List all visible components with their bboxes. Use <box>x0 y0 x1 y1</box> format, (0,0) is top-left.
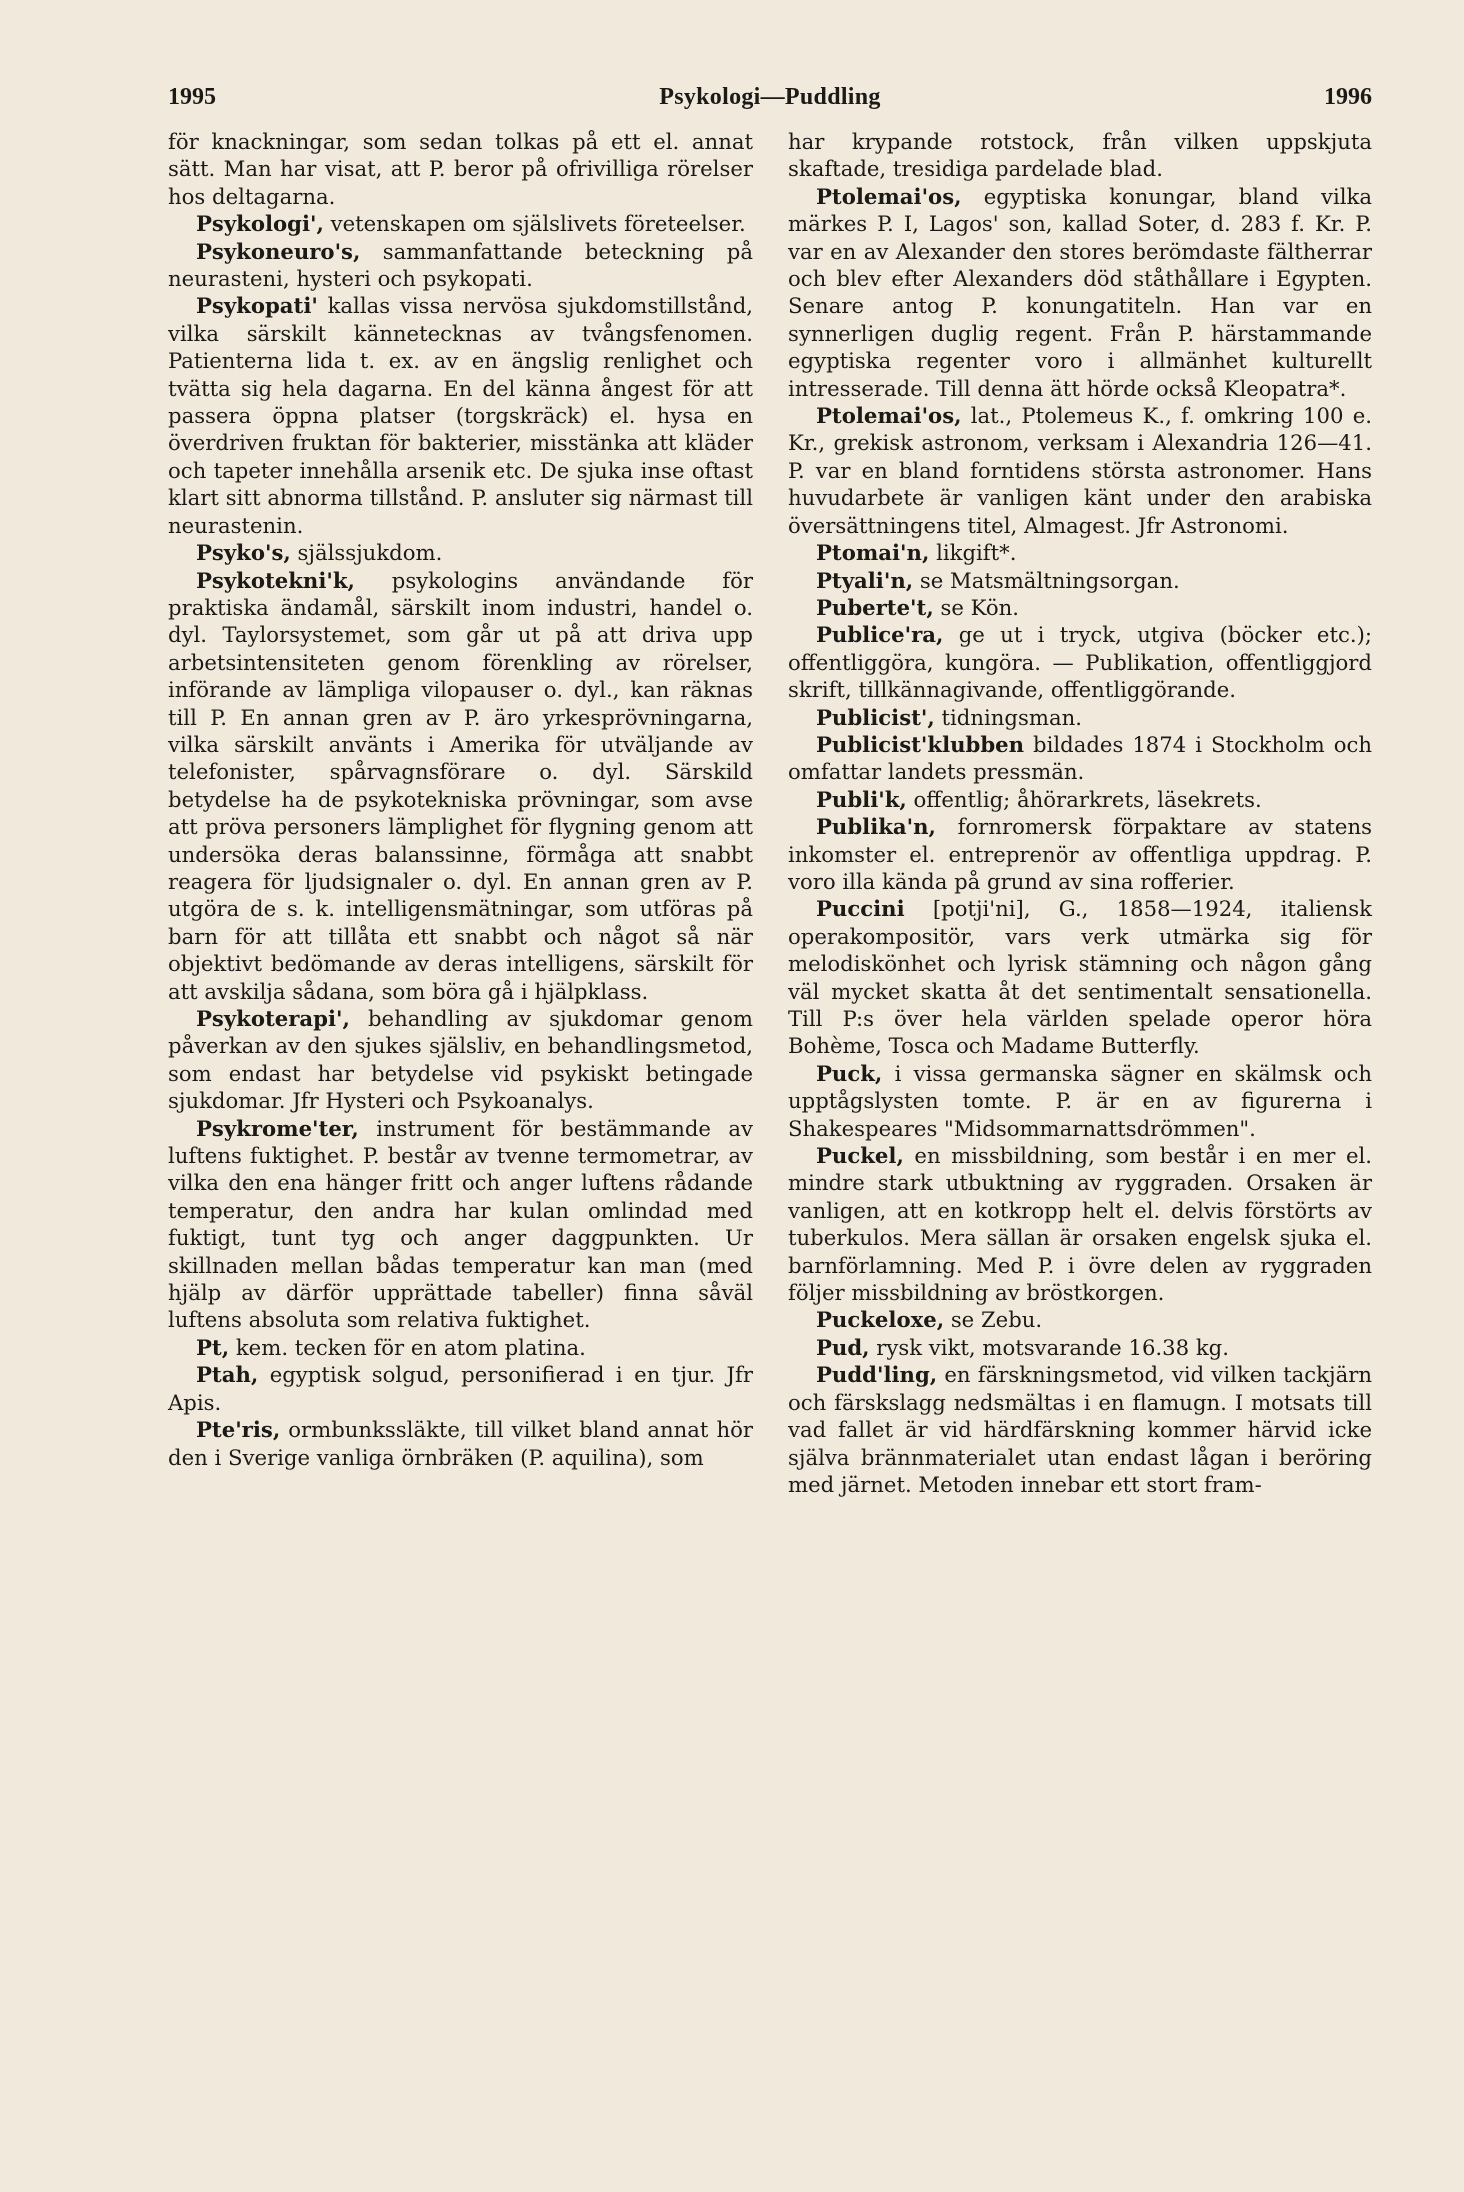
entry-puckeloxe <box>788 1306 1372 1333</box>
headword: Puck, <box>816 1060 883 1086</box>
entry-text: [potji'ni], G., 1858—1924, italiensk operakompositör, vars verk utmärka sig för melodiskönhet och lyrisk stämning och någon gång väl mycket skatta åt det sentimentalt sensationella. Till P:s över hela världen spelade operor höra Bohème, Tosca och Madame Butterfly. <box>788 896 1372 1059</box>
headword: Ptomai'n, <box>816 540 930 566</box>
entry-pt <box>168 1334 753 1361</box>
entry-text: sammanfattande beteckning på neurasteni, hysteri och psykopati. <box>168 238 753 292</box>
entry-publicist <box>788 704 1372 731</box>
entry-text: offentlig; åhörarkrets, läsekrets. <box>906 786 1262 812</box>
headword: Ptyali'n, <box>816 567 914 593</box>
entry-continuation <box>788 128 1372 183</box>
entry-publik <box>788 786 1372 813</box>
entry-publicera <box>788 621 1372 703</box>
left-column <box>168 128 753 1471</box>
headword: Publika'n, <box>816 814 936 840</box>
entry-text: en färskningsmetod, vid vilken tackjärn och färskslagg nedsmältas i en flamugn. I motsats till vad fallet är vid härdfärskning kommer härvid icke själva brännmaterialet utan endast lågan i beröring med järnet. Metoden innebar ett stort fram- <box>788 1362 1372 1497</box>
headword: Ptah, <box>196 1362 259 1388</box>
entry-ptah <box>168 1361 753 1416</box>
entry-puddling <box>788 1361 1372 1498</box>
entry-puckel <box>788 1142 1372 1306</box>
entry-text: instrument för bestämmande av luftens fuktighet. P. består av tvenne termometrar, av vilka den ena hänger fritt och anger luftens rådande temperatur, den andra har kulan omlindad med fuktigt, tunt tyg och anger daggpunkten. Ur skillnaden mellan bådas temperatur kan man (med hjälp av därför upprättade tabeller) finna såväl luftens absoluta som relativa fuktighet. <box>168 1115 753 1333</box>
page-number-right: 1996 <box>1324 84 1372 110</box>
page-header <box>168 84 1372 118</box>
entry-psykos <box>168 539 753 566</box>
entry-ptomain <box>788 539 1372 566</box>
headword: Ptolemai'os, <box>816 183 962 209</box>
entry-text: bildades 1874 i Stockholm och omfattar landets pressmän. <box>788 731 1372 785</box>
entry-publikan <box>788 813 1372 895</box>
entry-ptyalin <box>788 567 1372 594</box>
entry-text: tidningsman. <box>934 704 1082 730</box>
entry-text: vetenskapen om själslivets företeelser. <box>323 211 746 237</box>
entry-psykoneuros <box>168 238 753 293</box>
headword: Psykotekni'k, <box>196 567 355 593</box>
entry-text: se Zebu. <box>944 1307 1043 1333</box>
headword: Puberte't, <box>816 594 934 620</box>
headword: Puccini <box>816 896 905 922</box>
entry-pud <box>788 1334 1372 1361</box>
entry-ptolemaios-astronomer <box>788 402 1372 539</box>
headword: Pudd'ling, <box>816 1362 938 1388</box>
entry-text: i vissa germanska sägner en skälmsk och upptågslysten tomte. P. är en av figurerna i Shakespeares "Midsommarnattsdrömmen". <box>788 1060 1372 1141</box>
entry-text: själssjukdom. <box>290 540 443 566</box>
headword: Psykoterapi', <box>196 1006 350 1031</box>
entry-psykrometer <box>168 1115 753 1334</box>
entry-text: för knackningar, som sedan tolkas på ett el. annat sätt. Man har visat, att P. beror på ofrivilliga rörelser hos deltagarna. <box>168 129 753 209</box>
headword: Psykopati' <box>196 293 318 319</box>
headword: Ptolemai'os, <box>816 403 962 429</box>
running-title: Psykologi—Puddling <box>659 84 881 110</box>
headword: Pud, <box>816 1334 870 1360</box>
entry-text: ormbunkssläkte, till vilket bland annat hör den i Sverige vanliga örnbräken (P. aquilina), som <box>168 1417 753 1470</box>
right-column <box>788 128 1372 1498</box>
headword: Publi'k, <box>816 786 907 812</box>
entry-text: egyptiska konungar, bland vilka märkes P. I, Lagos' son, kallad Soter, d. 283 f. Kr. P. var en av Alexander den stores berömdaste fältherrar och blev efter Alexanders död ståthållare i Egypten. Senare antog P. konungatiteln. Han var en synnerligen duglig regent. Från P. härstammande egyptiska regenter voro i allmänhet kulturellt intresserade. Till denna ätt hörde också Kleopatra*. <box>788 183 1372 401</box>
entry-text: behandling av sjukdomar genom påverkan av den sjukes själsliv, en behandlingsmetod, som endast har betydelse vid psykiskt betingade sjukdomar. Jfr Hysteri och Psykoanalys. <box>168 1006 753 1114</box>
entry-text: psykologins användande för praktiska ändamål, särskilt inom industri, handel o. dyl. Taylorsystemet, som går ut på att driva upp arbetsintensiteten genom förenkling av rörelser, införande av lämpliga vilopauser o. dyl., kan räknas till P. En annan gren av P. äro yrkesprövningarna, vilka särskilt använts i Amerika för utväljande av telefonister, spårvagnsförare o. dyl. Särskild betydelse ha de psykotekniska prövningar, som avse att pröva personers lämplighet för flygning genom att undersöka deras balanssinne, förmåga att snabbt reagera för ljudsignaler o. dyl. En annan gren av P. utgöra de s. k. intelligensmätningar, som utföras på barn för att tillåta ett snabbt och något så när objektivt bedömande av deras intelligens, särskilt för att avskilja sådana, som böra gå i hjälpklass. <box>168 567 753 1004</box>
entry-psykoteknik <box>168 567 753 1006</box>
headword: Psykrome'ter, <box>196 1115 359 1141</box>
entry-ptolemaios-kings <box>788 183 1372 402</box>
headword: Pte'ris, <box>196 1417 281 1443</box>
entry-text: egyptisk solgud, personifierad i en tjur. Jfr Apis. <box>168 1362 753 1415</box>
headword: Puckeloxe, <box>816 1307 945 1333</box>
headword: Psykologi', <box>196 211 324 237</box>
headword: Psyko's, <box>196 540 291 566</box>
entry-text: har krypande rotstock, från vilken uppskjuta skaftade, tresidiga pardelade blad. <box>788 129 1372 182</box>
entry-publicistklubben <box>788 731 1372 786</box>
page-number-left: 1995 <box>168 84 216 110</box>
entry-pteris <box>168 1416 753 1471</box>
entry-puck <box>788 1060 1372 1142</box>
headword: Publicist'klubben <box>816 731 1025 757</box>
entry-text: se Matsmältningsorgan. <box>913 567 1180 593</box>
entry-psykoterapi <box>168 1005 753 1115</box>
entry-text: likgift*. <box>929 540 1017 566</box>
entry-continuation <box>168 128 753 210</box>
headword: Publice'ra, <box>816 622 944 648</box>
entry-text: lat., Ptolemeus K., f. omkring 100 e. Kr., grekisk astronom, verksam i Alexandria 126—41. P. var en bland forntidens största astronomer. Hans huvudarbete är vanligen känt under den arabiska översättningens titel, Almagest. Jfr Astronomi. <box>788 403 1372 538</box>
headword: Psykoneuro's, <box>196 238 361 264</box>
entry-psykopati <box>168 292 753 539</box>
headword: Pt, <box>196 1334 230 1360</box>
entry-puccini <box>788 895 1372 1059</box>
entry-psykologi <box>168 210 753 237</box>
entry-pubertet <box>788 594 1372 621</box>
entry-text: fornromersk förpaktare av statens inkomster el. entreprenör av offentliga uppdrag. P. voro illa kända på grund av sina rofferier. <box>788 814 1372 894</box>
entry-text: en missbildning, som består i en mer el. mindre stark utbuktning av ryggraden. Orsaken är vanligen, att en kotkropp helt el. delvis förstörts av tuberkulos. Mera sällan är orsaken engelsk sjuka el. barnförlamning. Med P. i övre delen av ryggraden följer missbildning av bröstkorgen. <box>788 1143 1372 1306</box>
entry-text: se Kön. <box>933 594 1019 620</box>
headword: Puckel, <box>816 1143 904 1169</box>
headword: Publicist', <box>816 704 935 730</box>
entry-text: kem. tecken för en atom platina. <box>229 1334 586 1360</box>
entry-text: kallas vissa nervösa sjukdomstillstånd, vilka särskilt kännetecknas av tvångsfenomen. Patienterna lida t. ex. av en ängslig renlighet och tvätta sig hela dagarna. En del känna ångest för att passera öppna platser (torgskräck) el. hysa en överdriven fruktan för bakterier, misstänka att kläder och tapeter innehålla arsenik etc. De sjuka inse oftast klart sitt abnorma tillstånd. P. ansluter sig närmast till neurastenin. <box>168 293 753 538</box>
entry-text: ge ut i tryck, utgiva (böcker etc.); offentliggöra, kungöra. — Publikation, offentliggjord skrift, tillkännagivande, offentliggörande. <box>788 622 1372 703</box>
entry-text: rysk vikt, motsvarande 16.38 kg. <box>869 1334 1229 1360</box>
